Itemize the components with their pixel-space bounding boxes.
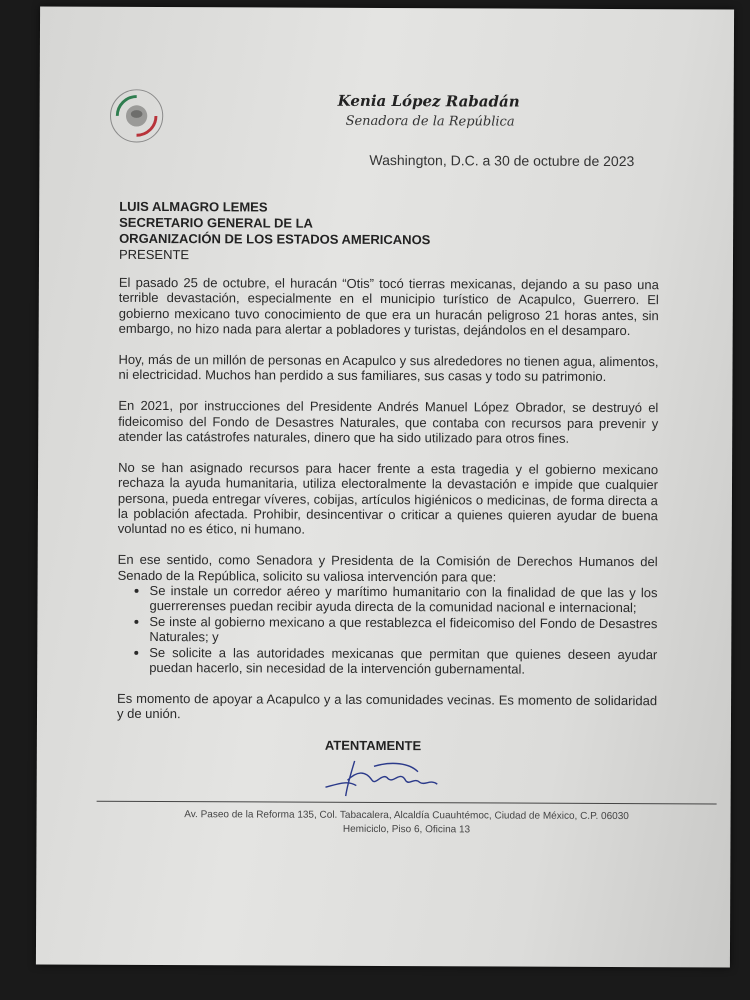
handwritten-signature [313, 754, 453, 799]
paragraph: El pasado 25 de octubre, el huracán “Otis” tocó tierras mexicanas, dejando a su paso una terrible devastación, especialmente en el municipio turístico de Acapulco, Guerrero. El gobierno mexicano tuvo conocimiento de que era un huracán peligroso 21 horas antes, sin embargo, no hizo nada para alertar a pobladores y turistas, dejándolos en el desamparo. [118, 274, 659, 339]
place-date: Washington, D.C. a 30 de octubre de 2023 [369, 151, 635, 170]
recipient-title: SECRETARIO GENERAL DE LA [119, 214, 314, 231]
paragraph: Es momento de apoyar a Acapulco y a las comunidades vecinas. Es momento de solidaridad y de unión. [116, 690, 658, 722]
senate-seal-logo [107, 87, 165, 145]
request-list [117, 583, 657, 678]
closing-block [325, 738, 657, 799]
paragraph: En 2021, por instrucciones del Presidente Andrés Manuel López Obrador, se destruyó el fideicomiso del Fondo de Desastres Naturales, que contaba con recursos para prevenir y atender las catástrofes naturales, dinero que ha sido utilizado para otros fines. [118, 398, 659, 446]
letter-page [36, 6, 734, 967]
list-item: • Se inste al gobierno mexicano a que restablezca el fideicomiso del Fondo de Desastres Naturales; y [149, 614, 657, 647]
footer-line: Av. Paseo de la Reforma 135, Col. Tabacalera, Alcaldía Cuauhtémoc, Ciudad de México, C.P. 06030 [184, 809, 629, 823]
letter-body [117, 275, 659, 724]
recipient-name: LUIS ALMAGRO LEMES [119, 198, 268, 215]
footer-line: Hemiciclo, Piso 6, Oficina 13 [342, 823, 471, 836]
list-item: • Se solicite a las autoridades mexicanas que permitan que quienes deseen ayudar puedan hacerlo, sin necesidad de la intervención gubernamental. [149, 645, 657, 678]
footer-divider [97, 801, 717, 805]
list-item: • Se instale un corredor aéreo y marítimo humanitario con la finalidad de que las y los guerrerenses puedan recibir ayuda directa de la comunidad nacional e internacional; [149, 583, 657, 616]
sender-name: Kenia López Rabadán [337, 91, 520, 111]
recipient-organization: ORGANIZACIÓN DE LOS ESTADOS AMERICANOS [119, 230, 431, 248]
letter-content [116, 275, 658, 838]
recipient-block [119, 199, 431, 264]
paragraph: Hoy, más de un millón de personas en Acapulco y sus alrededores no tienen agua, alimentos, ni electricidad. Muchos han perdido a sus familiares, sus casas y todo su patrimonio. [118, 351, 659, 385]
closing-label: ATENTAMENTE [324, 737, 422, 754]
footer-address [96, 808, 716, 839]
paragraph: No se han asignado recursos para hacer frente a esta tragedia y el gobierno mexicano rechaza la ayuda humanitaria, utiliza electoralmente la devastación e impide que cualquier persona, pueda entregar víveres, cobijas, artículos higiénicos o medicinas, de forma directa a la población afectada. Prohibir, desincentivar o criticar a quienes quieren ayudar de buena voluntad no es ético, ni humano. [117, 459, 659, 538]
recipient-presente: PRESENTE [118, 246, 190, 263]
paragraph: En ese sentido, como Senadora y Presidenta de la Comisión de Derechos Humanos del Senado de la República, solicito su valiosa intervención para que: [117, 552, 658, 585]
sender-title: Senadora de la República [345, 113, 515, 130]
